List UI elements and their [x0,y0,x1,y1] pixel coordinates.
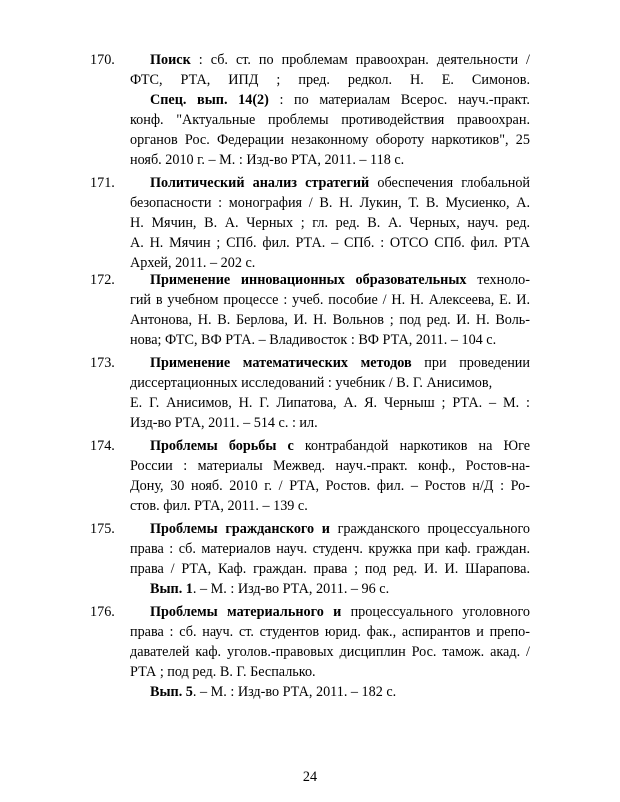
entry-line: безопасности : монография / В. Н. Лукин, Т. В. Мусиенко, А. [130,195,530,211]
entry-line: конф. "Актуальные проблемы противодействия правоохран. [130,112,530,128]
entry-number: 171. [90,175,115,191]
entry-line: России : материалы Межвед. науч.-практ. конф., Ростов-на- [130,458,530,474]
entry-line: Поиск : сб. ст. по проблемам правоохран. деятельности / [150,52,530,68]
page-number: 24 [302,769,318,785]
entry-number: 175. [90,521,115,537]
entry-line: Изд-во РТА, 2011. – 514 с. : ил. [130,415,318,431]
entry-line: РТА ; под ред. В. Г. Беспалько. [130,664,316,680]
entry-line: Проблемы борьбы с контрабандой наркотиков на Юге [150,438,530,454]
entry-line: давателей каф. уголов.-правовых дисциплин Рос. тамож. акад. / [130,644,530,660]
entry-number: 173. [90,355,115,371]
entry-title: Проблемы борьбы с [150,438,294,454]
entry-line: Проблемы гражданского и гражданского процессуального [150,521,531,537]
entry-line: Вып. 5. – М. : Изд-во РТА, 2011. – 182 с. [150,684,397,700]
entry-title: Проблемы материального и [150,604,342,620]
entry-line: органов Рос. Федерации незаконному обороту наркотиков", 25 [130,132,530,148]
volume-title: Вып. 5 [150,684,193,700]
entry-line: ФТС, РТА, ИПД ; пред. редкол. Н. Е. Симонов. [130,72,530,88]
entry-line: права : сб. науч. ст. студентов юрид. фак., аспирантов и препо- [130,624,530,640]
entry-title: Применение инновационных образовательных [150,272,467,288]
entry-line: Дону, 30 нояб. 2010 г. / РТА, Ростов. фил. – Ростов н/Д : Ро- [130,478,530,494]
entry-line: Спец. вып. 14(2) : по материалам Всерос. науч.-практ. [150,92,530,108]
volume-title: Вып. 1 [150,581,193,597]
entry-line: Е. Г. Анисимов, Н. Г. Липатова, А. Я. Черныш ; РТА. – М. : [130,395,530,411]
entry-title: Применение математических методов [150,355,412,371]
entry-line: нояб. 2010 г. – М. : Изд-во РТА, 2011. – 118 с. [130,152,405,168]
entry-title: Проблемы гражданского и [150,521,330,537]
entry-line: диссертационных исследований : учебник / В. Г. Анисимов, [130,375,493,391]
entry-title: Поиск [150,52,191,68]
entry-line: стов. фил. РТА, 2011. – 139 с. [130,498,308,514]
entry-line: А. Н. Мячин ; СПб. фил. РТА. – СПб. : ОТСО СПб. фил. РТА [130,235,530,251]
entry-line: Применение инновационных образовательных техноло- [150,272,530,288]
entry-number: 172. [90,272,115,288]
entry-line: права : сб. материалов науч. студенч. кружка при каф. граждан. [130,541,530,557]
entry-line: Проблемы материального и процессуального уголовного [150,604,530,620]
entry-number: 174. [90,438,115,454]
entry-line: права / РТА, Каф. граждан. права ; под ред. И. И. Шарапова. [130,561,530,577]
entry-number: 170. [90,52,115,68]
entry-line: Политический анализ стратегий обеспечения глобальной [150,175,531,191]
entry-title: Политический анализ стратегий [150,175,370,191]
entry-line: Антонова, Н. В. Берлова, И. Н. Вольнов ; под ред. И. Н. Воль- [130,312,530,328]
entry-line: нова; ФТС, ВФ РТА. – Владивосток : ВФ РТА, 2011. – 104 с. [130,332,497,348]
entry-line: Применение математических методов при проведении [150,355,530,371]
entry-line: гий в учебном процессе : учеб. пособие / Н. Н. Алексеева, Е. И. [130,292,530,308]
entry-line: Вып. 1. – М. : Изд-во РТА, 2011. – 96 с. [150,581,390,597]
entry-number: 176. [90,604,115,620]
entry-line: Н. Мячин, В. А. Черных ; гл. ред. В. А. Черных, науч. ред. [130,215,530,231]
entry-line: Архей, 2011. – 202 с. [130,255,256,271]
volume-title: Спец. вып. 14(2) [150,92,269,108]
